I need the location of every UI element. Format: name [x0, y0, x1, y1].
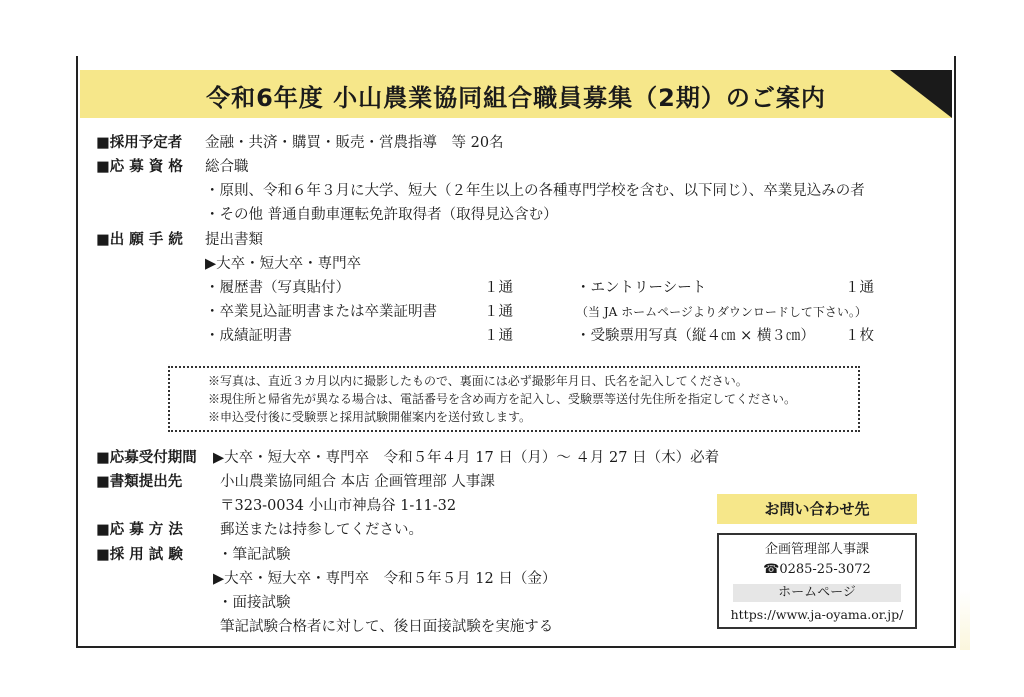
submit-label: ■書類提出先 — [96, 473, 183, 490]
doc-count: １通 — [845, 280, 874, 296]
exam-line: ▶大卒・短大卒・専門卒 令和５年５月 12 日（金） — [213, 571, 557, 587]
positions-label: ■採用予定者 — [96, 134, 183, 151]
doc-item-left: ・成績証明書 — [205, 328, 292, 344]
page-title: 令和6年度 小山農業協同組合職員募集（2期）のご案内 — [206, 84, 826, 112]
doc-item-left: ・卒業見込証明書または卒業証明書 — [205, 304, 437, 320]
exam-line: ・面接試験 — [218, 595, 291, 611]
contact-dept: 企画管理部人事課 — [764, 542, 869, 557]
exam-line: 筆記試験合格者に対して、後日面接試験を実施する — [220, 619, 554, 635]
procedure-label: ■出 願 手 続 — [96, 231, 183, 248]
qualification-heading: 総合職 — [205, 159, 249, 175]
contact-box — [717, 533, 917, 629]
homepage-url[interactable]: https://www.ja-oyama.or.jp/ — [730, 607, 904, 622]
doc-count: １枚 — [845, 328, 874, 344]
procedure-sub: ▶大卒・短大卒・専門卒 — [205, 256, 362, 272]
period-text: ▶大卒・短大卒・専門卒 令和５年４月 17 日（月）～ ４月 27 日（木）必着 — [213, 450, 720, 466]
qualification-label: ■応 募 資 格 — [96, 158, 183, 175]
submit-text: 小山農業協同組合 本店 企画管理部 人事課 — [220, 474, 495, 490]
doc-count: １通 — [484, 304, 513, 320]
doc-note: （当 JA ホームページよりダウンロードして下さい。） — [576, 305, 867, 319]
qualification-item: ・原則、令和６年３月に大学、短大（２年生以上の各種専門学校を含む、以下同じ）、卒業見込みの者 — [205, 183, 865, 199]
homepage-label: ホームページ — [733, 584, 901, 602]
qualification-item: ・その他 普通自動車運転免許取得者（取得見込含む） — [205, 207, 558, 223]
contact-phone: ☎0285-25-3072 — [763, 562, 871, 577]
positions-text: 金融・共済・購買・販売・営農指導 等 20名 — [205, 135, 504, 151]
doc-item-right: ・エントリーシート — [576, 280, 707, 296]
procedure-heading: 提出書類 — [205, 232, 263, 248]
notes-box — [168, 366, 860, 432]
note-line: ※現住所と帰省先が異なる場合は、電話番号を含め両方を記入し、受験票等送付先住所を指定してください。 — [208, 392, 797, 406]
exam-label: ■採 用 試 験 — [96, 546, 183, 563]
method-label: ■応 募 方 法 — [96, 521, 183, 538]
decorative-edge — [960, 590, 970, 650]
title-banner — [80, 70, 952, 118]
period-label: ■応募受付期間 — [96, 449, 197, 466]
exam-line: ・筆記試験 — [218, 547, 291, 563]
doc-count: １通 — [484, 328, 513, 344]
note-line: ※申込受付後に受験票と採用試験開催案内を送付致します。 — [208, 410, 532, 424]
method-text: 郵送または持参してください。 — [220, 522, 423, 538]
doc-count: １通 — [484, 280, 513, 296]
note-line: ※写真は、直近３カ月以内に撮影したもので、裏面には必ず撮影年月日、氏名を記入してください。 — [208, 374, 748, 388]
doc-item-left: ・履歴書（写真貼付） — [205, 280, 350, 296]
submit-address: 〒323-0034 小山市神鳥谷 1-11-32 — [220, 498, 457, 514]
doc-item-right: ・受験票用写真（縦４㎝ × 横３㎝） — [576, 328, 815, 344]
contact-heading: お問い合わせ先 — [717, 494, 917, 524]
